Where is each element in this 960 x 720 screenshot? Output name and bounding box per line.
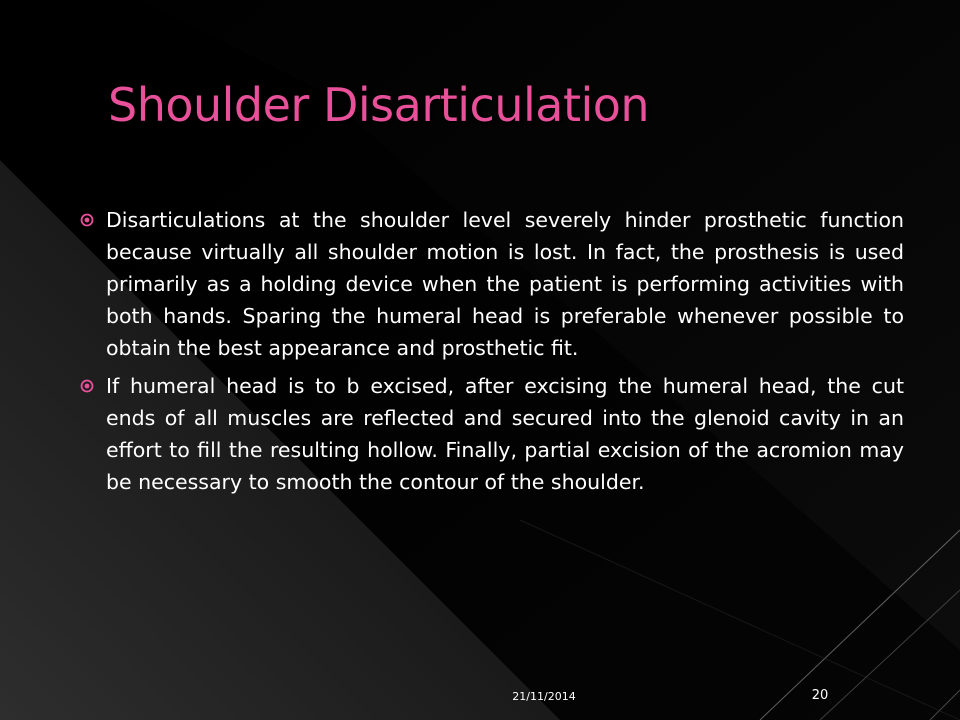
bullet-item bbox=[80, 204, 904, 364]
bullet-text: If humeral head is to b excised, after excising the humeral head, the cut ends of all muscles are reflected and secured into the glenoid cavity in an effort to fill the resulting hollow. Finally, partial excision of the acromion may be necessary to smooth the contour of the shoulder. bbox=[106, 374, 904, 494]
bullet-item bbox=[80, 370, 904, 498]
bullet-text: Disarticulations at the shoulder level severely hinder prosthetic function because virtually all shoulder motion is lost. In fact, the prosthesis is used primarily as a holding device when the patient is performing activities with both hands. Sparing the humeral head is preferable whenever possible to obtain the best appearance and prosthetic fit. bbox=[106, 208, 904, 360]
footer-date: 21/11/2014 bbox=[512, 690, 576, 703]
page-number: 20 bbox=[811, 688, 829, 703]
circled-dot-icon bbox=[80, 379, 94, 393]
slide-title: Shoulder Disarticulation bbox=[108, 78, 650, 132]
circled-dot-icon bbox=[80, 213, 94, 227]
bullet-list bbox=[80, 204, 904, 504]
